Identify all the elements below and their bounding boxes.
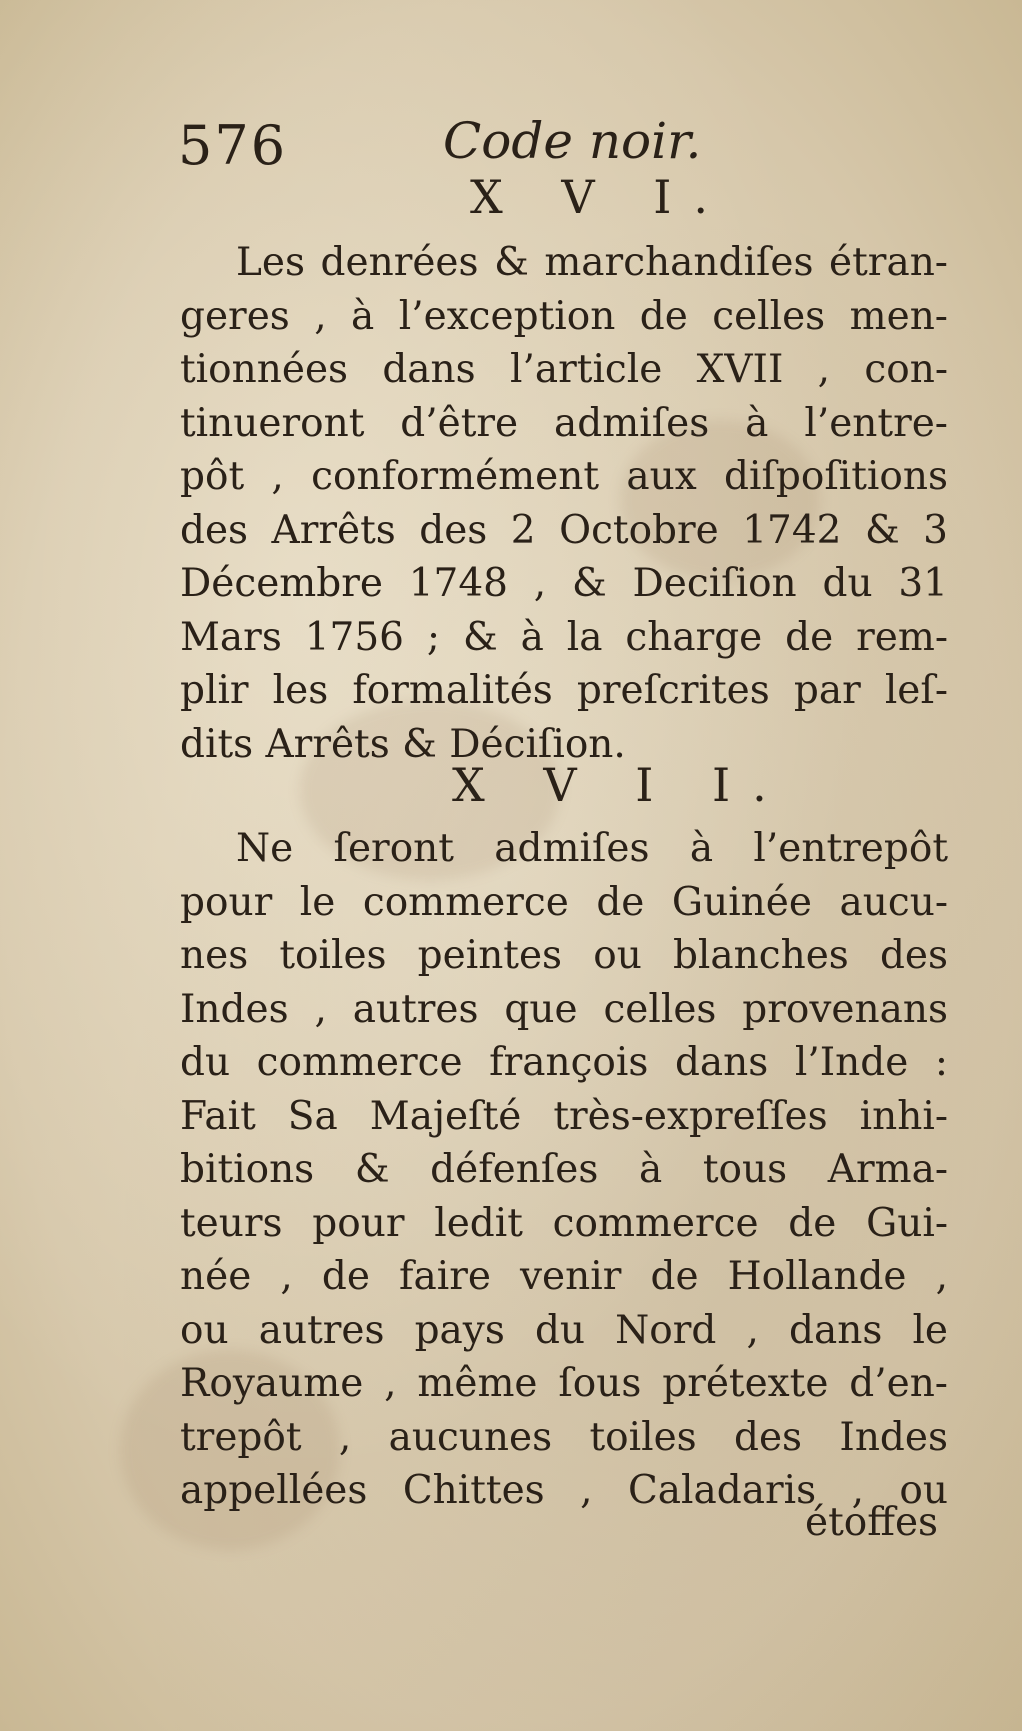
text-line: pôt , conformément aux diſpoſitions (180, 454, 948, 499)
page-number: 576 (178, 114, 288, 177)
text-line: geres , à l’exception de celles men- (180, 293, 948, 339)
text-line: teurs pour ledit commerce de Gui- (180, 1200, 948, 1246)
text-line: tinueront d’être admiſes à l’entre- (180, 400, 948, 446)
text-line: Ne ſeront admiſes à l’entrepôt (236, 826, 948, 871)
catchword: étoffes (805, 1500, 939, 1545)
text-line: Les denrées & marchandiſes étran- (236, 240, 948, 285)
article-heading: X V I. (470, 170, 731, 224)
article-text (180, 822, 948, 1518)
text-line: des Arrêts des 2 Octobre 1742 & 3 (180, 507, 948, 553)
text-line: pour le commerce de Guinée aucu- (180, 879, 948, 925)
text-line: appellées Chittes , Caladaris , ou (180, 1468, 948, 1513)
text-line: nes toiles peintes ou blanches des (180, 933, 948, 978)
text-line: Royaume , même ſous prétexte d’en- (180, 1361, 948, 1406)
article-text (180, 236, 948, 771)
text-line: dits Arrêts & Déciſion. (180, 721, 626, 767)
text-line: bitions & défenſes à tous Arma- (180, 1147, 948, 1192)
running-title: Code noir. (443, 112, 702, 170)
text-line: Fait Sa Majeſté très-expreſſes inhi- (180, 1093, 948, 1139)
text-line: trepôt , aucunes toiles des Indes (180, 1414, 948, 1460)
text-line: ou autres pays du Nord , dans le (180, 1307, 948, 1353)
text-line: plir les formalités preſcrites par leſ- (180, 668, 948, 713)
text-line: Décembre 1748 , & Deciſion du 31 (180, 561, 948, 606)
article-heading: X V I I. (452, 758, 789, 812)
text-line: tionnées dans l’article XVII , con- (180, 347, 948, 392)
text-line: née , de faire venir de Hollande , (180, 1254, 948, 1299)
text-line: Mars 1756 ; & à la charge de rem- (180, 614, 948, 660)
text-line: Indes , autres que celles provenans (180, 986, 948, 1032)
running-head (178, 108, 878, 178)
text-line: du commerce françois dans l’Inde : (180, 1040, 948, 1085)
